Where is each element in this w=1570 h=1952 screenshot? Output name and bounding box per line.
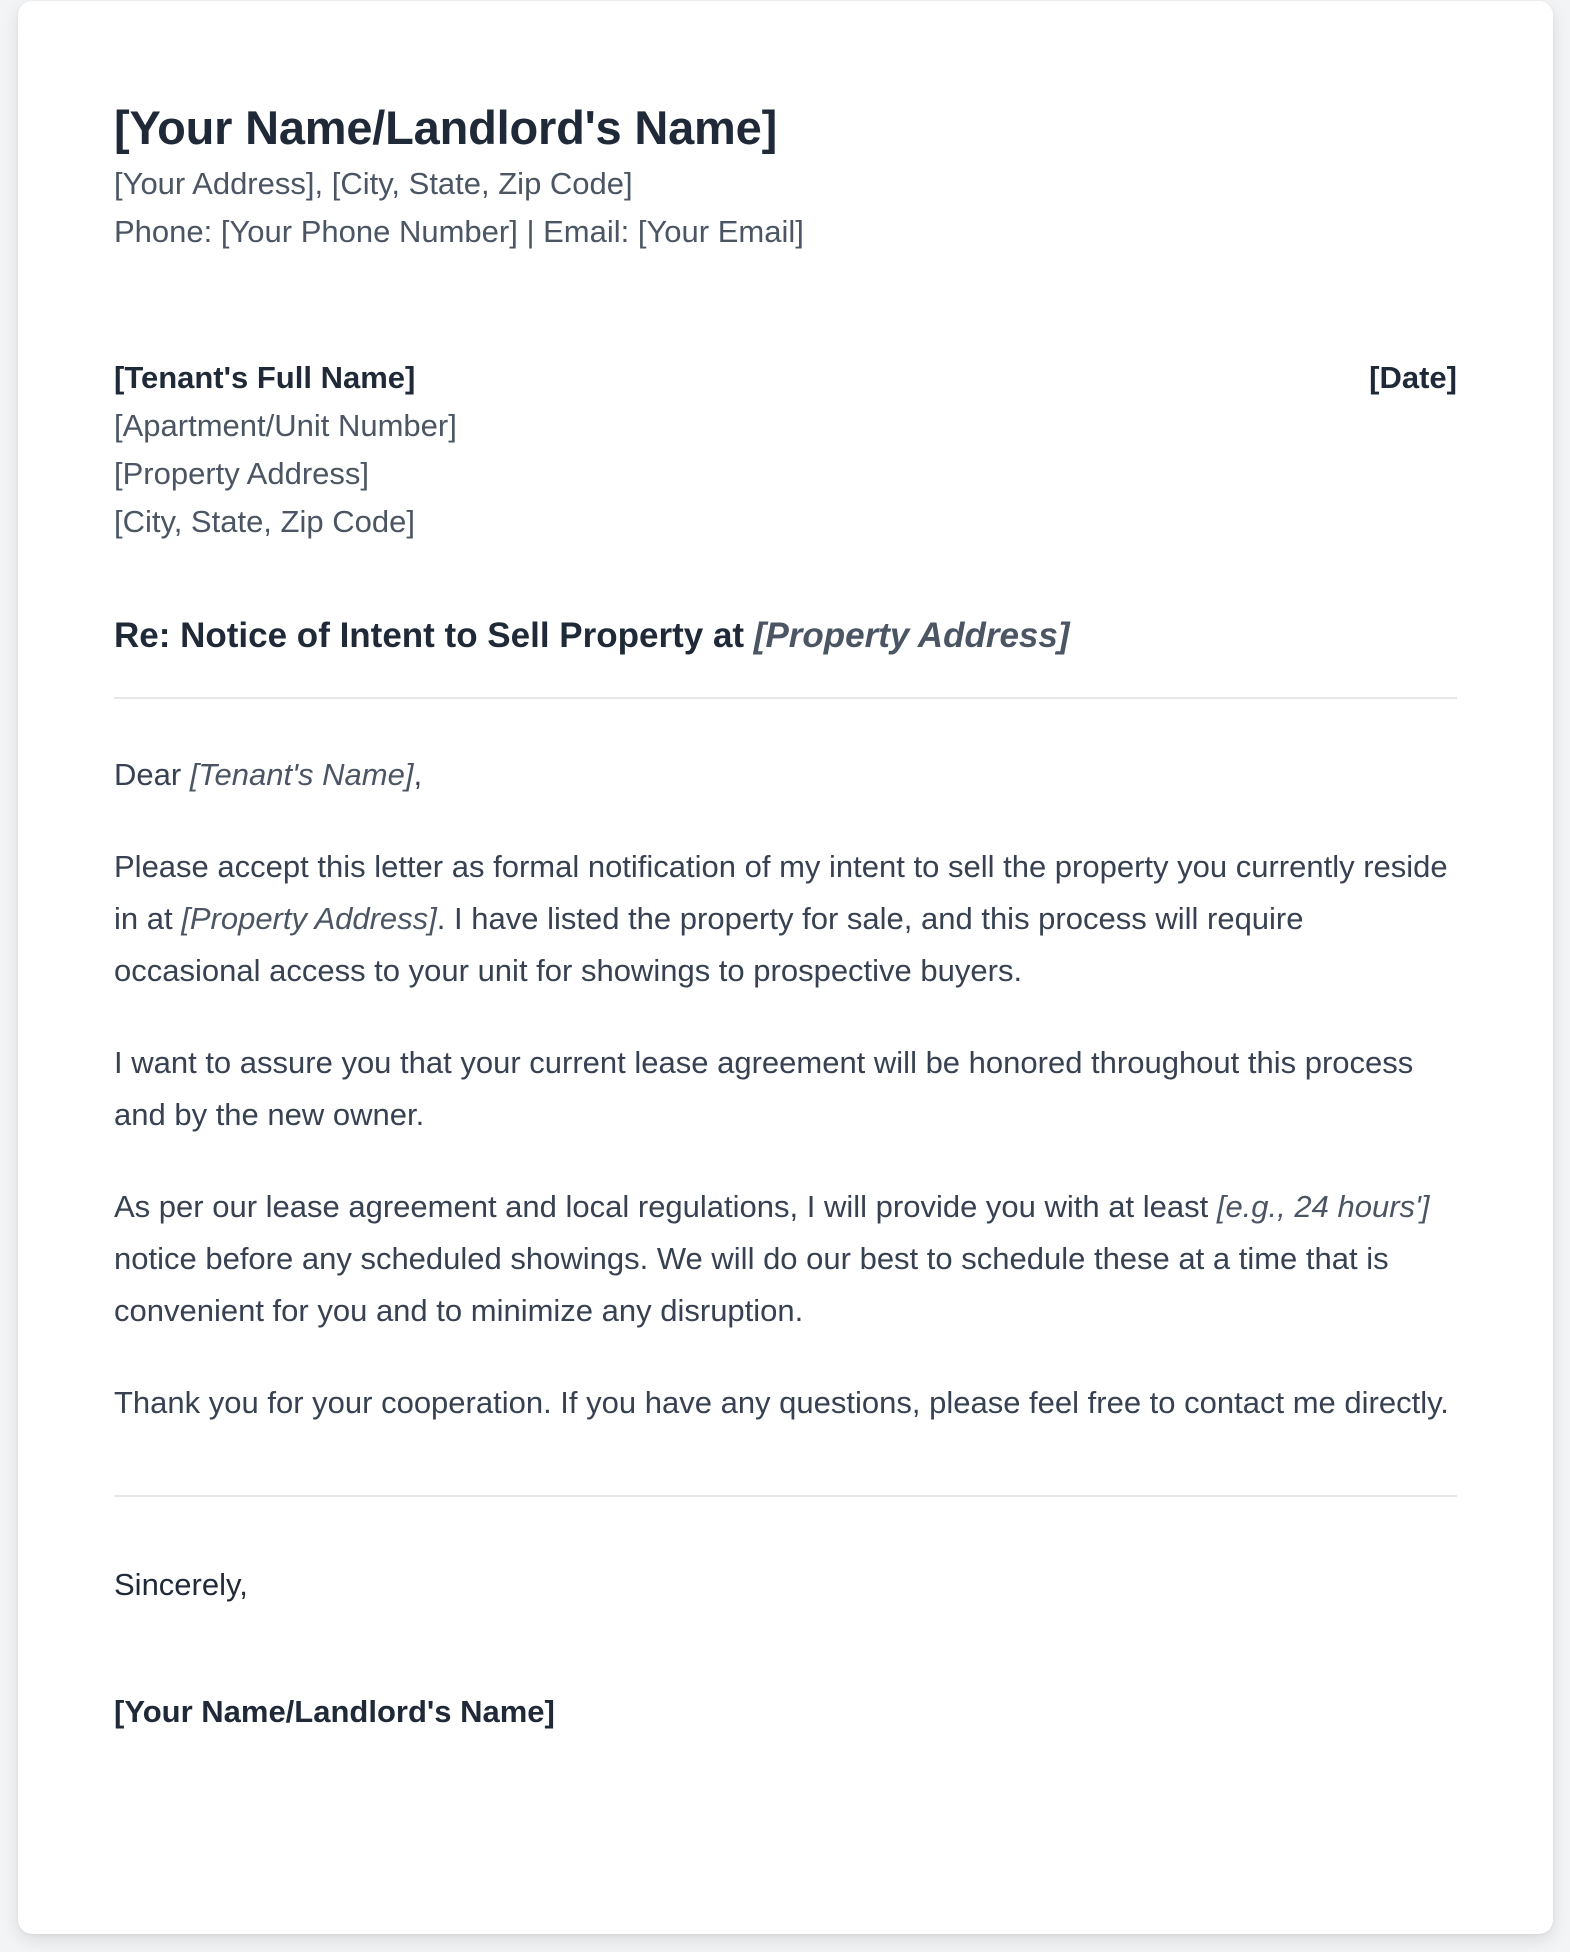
letter-date: [Date]: [1369, 360, 1457, 395]
paragraph-intent-part2: . I have listed the property for sale, and this process will require occasional access to your unit for showings to prospective buyers.: [114, 901, 1304, 988]
paragraph-notice: [114, 1181, 1457, 1337]
salutation-prefix: Dear: [114, 757, 190, 792]
paragraph-notice-part1: As per our lease agreement and local regulations, I will provide you with at least: [114, 1189, 1217, 1224]
subject-line: [114, 612, 1457, 699]
paragraph-lease: I want to assure you that your current lease agreement will be honored throughout this process and by the new owner.: [114, 1045, 1414, 1132]
paragraph-thanks: Thank you for your cooperation. If you have any questions, please feel free to contact me directly.: [114, 1385, 1449, 1420]
salutation: [114, 749, 1457, 801]
salutation-placeholder: [Tenant's Name]: [189, 757, 414, 792]
subject-prefix: Re: Notice of Intent to Sell Property at: [114, 616, 754, 655]
closing: Sincerely,: [114, 1567, 248, 1602]
recipient-unit: [Apartment/Unit Number]: [114, 408, 457, 443]
paragraph-intent-placeholder: [Property Address]: [181, 901, 437, 936]
paragraph-notice-placeholder: [e.g., 24 hours']: [1216, 1189, 1430, 1224]
recipient-block: [114, 354, 1457, 546]
sender-address: [Your Address], [City, State, Zip Code]: [114, 166, 633, 201]
paragraph-intent: [114, 841, 1457, 997]
sender-contact: Phone: [Your Phone Number] | Email: [Your Email]: [114, 214, 804, 249]
letter-body: [114, 749, 1457, 1429]
paragraph-intent-part1: Please accept this letter as formal notification of my intent to sell the property you currently reside in at: [114, 849, 1448, 936]
recipient-city-state-zip: [City, State, Zip Code]: [114, 504, 415, 539]
recipient-property-address: [Property Address]: [114, 456, 370, 491]
recipient-name: [Tenant's Full Name]: [114, 360, 416, 395]
subject-placeholder: [Property Address]: [753, 616, 1070, 655]
sender-header: [114, 96, 1457, 256]
signature: [Your Name/Landlord's Name]: [114, 1694, 555, 1729]
closing-divider: [114, 1495, 1457, 1497]
sender-name: [Your Name/Landlord's Name]: [114, 101, 778, 154]
paragraph-notice-part2: notice before any scheduled showings. We will do our best to schedule these at a time that is convenient for you and to minimize any disruption.: [114, 1241, 1389, 1328]
letter-page: [18, 1, 1553, 1934]
salutation-suffix: ,: [413, 757, 423, 792]
